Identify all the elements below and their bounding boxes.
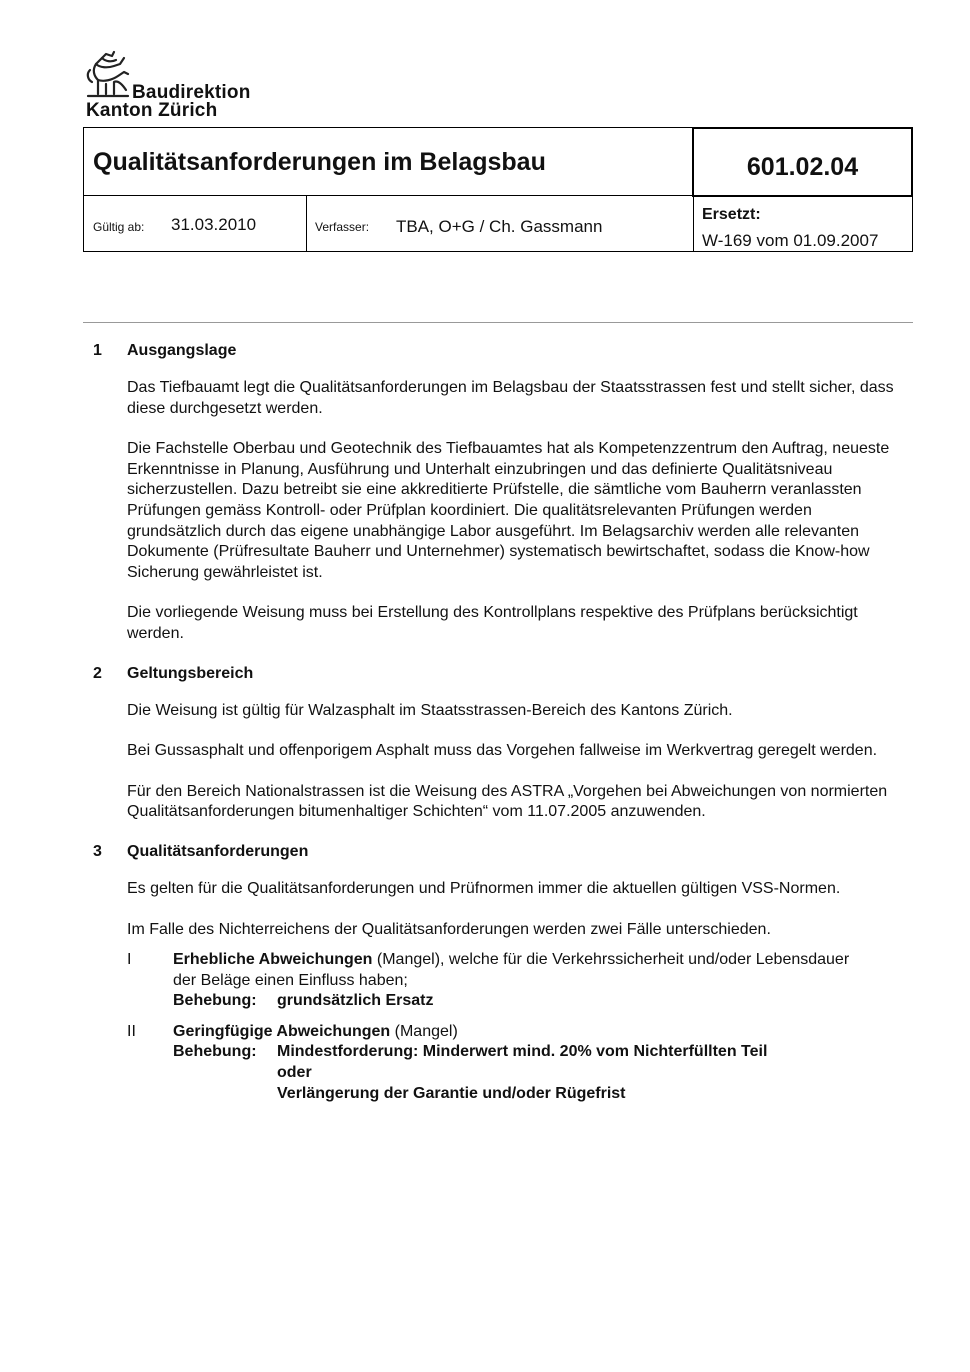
author-cell bbox=[306, 195, 694, 252]
remedy-label: Behebung: bbox=[173, 1043, 257, 1061]
remedy-line: Verlängerung der Garantie und/oder Rügefrist bbox=[277, 1084, 626, 1102]
document-number: 601.02.04 bbox=[746, 153, 859, 181]
case-term: Geringfügige Abweichungen bbox=[173, 1022, 391, 1040]
logo-line-2: Kanton Zürich bbox=[86, 100, 218, 121]
section-title: Geltungsbereich bbox=[127, 664, 254, 682]
remedy-line: oder bbox=[277, 1064, 312, 1082]
section-heading bbox=[90, 843, 910, 863]
case-numeral: I bbox=[127, 951, 132, 969]
replaces-cell bbox=[693, 195, 913, 252]
paragraph: Es gelten für die Qualitätsanforderungen und Prüfnormen immer die aktuellen gültigen VSS-Normen. bbox=[127, 879, 841, 897]
paragraph: Bei Gussasphalt und offenporigem Asphalt muss das Vorgehen fallweise im Werkvertrag geregelt werden. bbox=[127, 742, 878, 760]
paragraph: Die vorliegende Weisung muss bei Erstellung des Kontrollplans respektive des Prüfplans berücksichtigt werden. bbox=[127, 604, 858, 642]
lion-coat-of-arms-icon bbox=[84, 50, 132, 100]
case-text: (Mangel) bbox=[390, 1022, 458, 1040]
logo bbox=[84, 50, 344, 122]
author-value: TBA, O+G / Ch. Gassmann bbox=[396, 217, 603, 236]
case-remedy bbox=[173, 991, 863, 1012]
paragraph: Für den Bereich Nationalstrassen ist die Weisung des ASTRA „Vorgehen bei Abweichungen von normierten Qualitätsanforderungen bitumenhaltiger Schichten“ vom 11.07.2005 anzuwenden. bbox=[127, 782, 888, 821]
paragraph: Die Weisung ist gültig für Walzasphalt im Staatsstrassen-Bereich des Kantons Zürich. bbox=[127, 701, 733, 719]
document-title: Qualitätsanforderungen im Belagsbau bbox=[93, 148, 546, 176]
replaces-label: Ersetzt: bbox=[702, 206, 761, 223]
replaces-value: W-169 vom 01.09.2007 bbox=[702, 231, 879, 250]
title-cell bbox=[83, 127, 694, 196]
section-number: 2 bbox=[93, 664, 102, 682]
section-title: Qualitätsanforderungen bbox=[127, 842, 309, 860]
section-number: 1 bbox=[93, 342, 102, 359]
paragraph: Im Falle des Nichterreichens der Qualitätsanforderungen werden zwei Fälle unterschieden. bbox=[127, 920, 771, 938]
valid-label: Gültig ab: bbox=[93, 220, 145, 234]
case-term: Erhebliche Abweichungen bbox=[173, 951, 373, 969]
author-label: Verfasser: bbox=[315, 220, 370, 234]
section-heading bbox=[90, 665, 910, 685]
case-numeral: II bbox=[127, 1022, 136, 1040]
remedy-line: Mindestforderung: Minderwert mind. 20% vom Nichterfüllten Teil bbox=[277, 1043, 768, 1061]
section-number: 3 bbox=[93, 842, 102, 860]
document-header-table bbox=[83, 127, 913, 252]
header-divider bbox=[83, 322, 913, 323]
document-body bbox=[90, 342, 910, 1114]
valid-value: 31.03.2010 bbox=[171, 215, 257, 234]
case-remedy bbox=[173, 1042, 863, 1104]
logo-line-1: Baudirektion bbox=[132, 82, 251, 103]
case-item bbox=[127, 1022, 910, 1104]
section-title: Ausgangslage bbox=[127, 342, 237, 359]
remedy-label: Behebung: bbox=[173, 992, 257, 1010]
paragraph: Das Tiefbauamt legt die Qualitätsanforderungen im Belagsbau der Staatsstrassen fest und stellt sicher, dass diese durchgesetzt werden. bbox=[127, 379, 894, 417]
valid-cell bbox=[83, 195, 307, 252]
paragraph: Die Fachstelle Oberbau und Geotechnik des Tiefbauamtes hat als Kompetenzzentrum den Auftrag, neueste Erkenntnisse in Planung, Ausführung und Unterhalt einzubringen und das definierte Qualitätsniveau sicherzustellen. Dazu betreibt sie eine akkreditierte Prüfstelle, die sämtliche vom Bauherrn veranlassten Prüfungen gemäss Kontroll- oder Prüfplan koordiniert. Die qualitätsrelevanten Prüfungen werden grundsätzlich durch das eigene unabhängige Labor ausgeführt. Im Belagsarchiv werden alle relevanten Dokumente (Prüfresultate Bauherr und Unternehmer) systematisch bewirtschaftet, sodass die Know-how Sicherung gewährleistet ist. bbox=[127, 440, 890, 581]
case-item bbox=[127, 950, 910, 1012]
number-cell bbox=[692, 127, 913, 197]
remedy-line: grundsätzlich Ersatz bbox=[277, 992, 434, 1010]
case-text: (Mangel), welche für die Verkehrssicherheit und/oder Lebensdauer der Beläge einen Einfluss haben; bbox=[173, 951, 850, 989]
section-heading bbox=[90, 342, 910, 362]
